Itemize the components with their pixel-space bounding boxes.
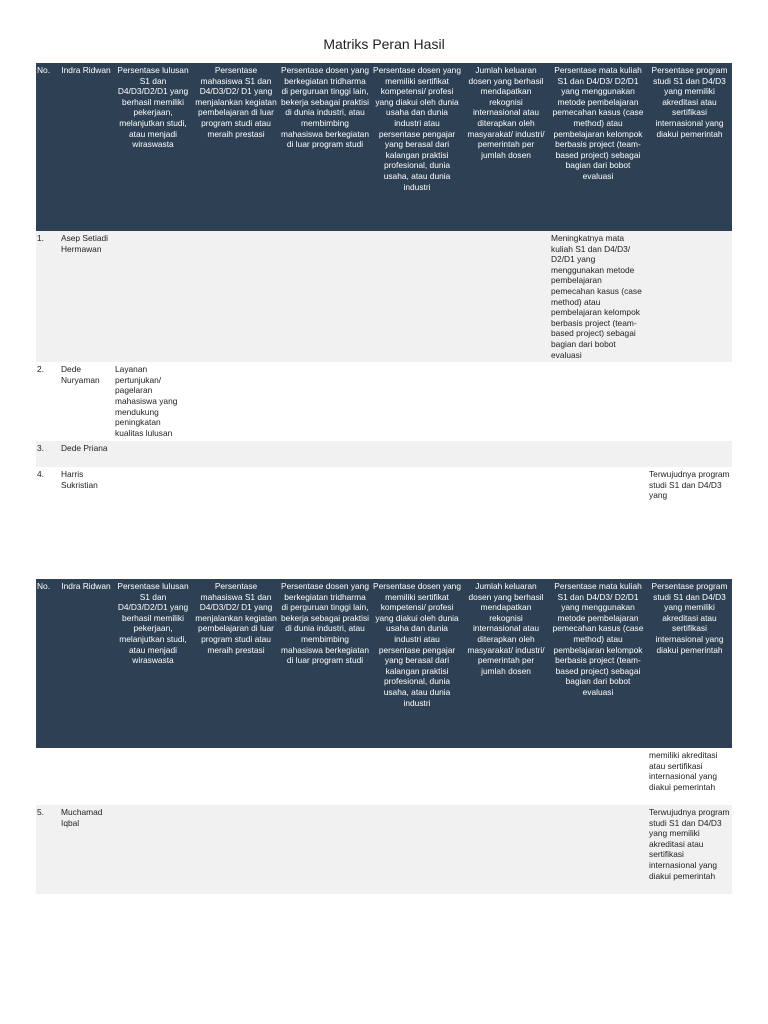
table-cell xyxy=(463,231,549,362)
table-cell: memiliki akreditasi atau sertifikasi internasional yang diakui pemerintah xyxy=(649,750,718,792)
table-cell xyxy=(549,748,647,805)
table-cell xyxy=(113,441,193,467)
header-lecturers-tridharma: Persentase dosen yang berkegiatan tridharma di perguruan tinggi lain, bekerja sebagai praktisi di dunia industri, atau membimbing mahasiswa berkegiatan di luar program studi xyxy=(279,63,371,231)
table-cell xyxy=(113,748,193,805)
header-lecturers-tridharma: Persentase dosen yang berkegiatan tridharma di perguruan tinggi lain, bekerja sebagai praktisi di dunia industri, atau membimbing mahasiswa berkegiatan di luar program studi xyxy=(279,579,371,748)
table-cell xyxy=(279,441,371,467)
header-row xyxy=(36,63,732,231)
page-title: Matriks Peran Hasil xyxy=(323,36,445,52)
row-number: 3. xyxy=(36,441,59,467)
table-cell: Terwujudnya program studi S1 dan D4/D3 yang memiliki akreditasi atau sertifikasi internasional yang diakui pemerintah xyxy=(647,805,732,894)
table-cell xyxy=(549,441,647,467)
table-cell xyxy=(463,467,549,505)
table-cell xyxy=(279,467,371,505)
table-cell xyxy=(549,362,647,441)
header-case-method: Persentase mata kuliah S1 dan D4/D3/ D2/D1 yang menggunakan metode pembelajaran pemecahan kasus (case method) atau pembelajaran kelompok berbasis project (team-based project) sebagai bagian dari bobot evaluasi xyxy=(549,579,647,748)
header-no: No. xyxy=(36,579,59,748)
table-cell xyxy=(279,748,371,805)
table-cell: Terwujudnya program studi S1 dan D4/D3 yang xyxy=(649,469,730,501)
member-name: Muchamad Iqbal xyxy=(59,805,113,894)
table-row xyxy=(36,441,732,467)
row-number xyxy=(36,748,59,805)
table-cell xyxy=(371,362,463,441)
table-cell xyxy=(371,805,463,894)
header-no: No. xyxy=(36,63,59,231)
header-case-method: Persentase mata kuliah S1 dan D4/D3/ D2/D1 yang menggunakan metode pembelajaran pemecahan kasus (case method) atau pembelajaran kelompok berbasis project (team-based project) sebagai bagian dari bobot evaluasi xyxy=(549,63,647,231)
table-row xyxy=(36,231,732,362)
table-cell xyxy=(279,805,371,894)
header-graduates: Persentase lulusan S1 dan D4/D3/D2/D1 yang berhasil memiliki pekerjaan, melanjutkan studi, atau menjadi wiraswasta xyxy=(113,63,193,231)
member-name: Dede Priana xyxy=(59,441,113,467)
table-cell: Meningkatnya mata kuliah S1 dan D4/D3/ D2/D1 yang menggunakan metode pembelajaran pemecahan kasus (case method) atau pembelajaran kelompok berbasis project (team-based project) sebagai bagian dari bobot evaluasi xyxy=(549,231,647,362)
header-students-outside: Persentase mahasiswa S1 dan D4/D3/D2/ D1 yang menjalankan kegiatan pembelajaran di luar program studi atau meraih prestasi xyxy=(193,63,279,231)
table-cell xyxy=(647,231,732,362)
table-cell xyxy=(463,748,549,805)
table-cell xyxy=(647,441,732,467)
table-row xyxy=(36,362,732,441)
role-matrix-table-continued xyxy=(36,579,732,894)
header-name: Indra Ridwan xyxy=(59,63,113,231)
table-cell xyxy=(113,805,193,894)
table-cell xyxy=(279,362,371,441)
row-number: 2. xyxy=(37,364,44,375)
table-cell xyxy=(193,231,279,362)
row-number: 5. xyxy=(36,805,59,894)
table-row xyxy=(36,748,732,805)
table-row xyxy=(36,467,732,505)
table-row xyxy=(36,805,732,894)
header-graduates: Persentase lulusan S1 dan D4/D3/D2/D1 yang berhasil memiliki pekerjaan, melanjutkan studi, atau menjadi wiraswasta xyxy=(113,579,193,748)
table-cell xyxy=(193,805,279,894)
member-name: Harris Sukristian xyxy=(61,469,98,490)
table-cell xyxy=(549,805,647,894)
table-cell xyxy=(371,231,463,362)
header-lecturers-certified: Persentase dosen yang memiliki sertifikat kompetensi/ profesi yang diakui oleh dunia usaha dan dunia industri atau persentase pengajar yang berasal dari kalangan praktisi profesional, dunia usaha, atau dunia industri xyxy=(371,579,463,748)
table-cell xyxy=(279,231,371,362)
header-name: Indra Ridwan xyxy=(59,579,113,748)
table-cell xyxy=(113,231,193,362)
row-number: 1. xyxy=(36,231,59,362)
table-cell xyxy=(463,441,549,467)
table-cell xyxy=(463,362,549,441)
member-name: Asep Setiadi Hermawan xyxy=(59,231,113,362)
table-cell xyxy=(113,467,193,505)
member-name: Dede Nuryaman xyxy=(61,364,100,385)
header-lecturers-certified: Persentase dosen yang memiliki sertifikat kompetensi/ profesi yang diakui oleh dunia usaha dan dunia industri atau persentase pengajar yang berasal dari kalangan praktisi profesional, dunia usaha, atau dunia industri xyxy=(371,63,463,231)
member-name xyxy=(59,748,113,805)
table-cell xyxy=(647,362,732,441)
row-number: 4. xyxy=(37,469,44,480)
table-cell xyxy=(193,362,279,441)
table-cell xyxy=(193,748,279,805)
role-matrix-table xyxy=(36,63,732,505)
table-cell xyxy=(463,805,549,894)
header-accreditation: Persentase program studi S1 dan D4/D3 yang memiliki akreditasi atau sertifikasi internasional yang diakui pemerintah xyxy=(647,579,732,748)
header-students-outside: Persentase mahasiswa S1 dan D4/D3/D2/ D1 yang menjalankan kegiatan pembelajaran di luar program studi atau meraih prestasi xyxy=(193,579,279,748)
table-cell: Layanan pertunjukan/ pagelaran mahasiswa yang mendukung peningkatan kualitas lulusan xyxy=(115,364,178,438)
table-cell xyxy=(371,467,463,505)
table-cell xyxy=(193,467,279,505)
header-lecturer-output: Jumlah keluaran dosen yang berhasil mendapatkan rekognisi internasional atau diterapkan oleh masyarakat/ industri/ pemerintah per jumlah dosen xyxy=(463,579,549,748)
header-lecturer-output: Jumlah keluaran dosen yang berhasil mendapatkan rekognisi internasional atau diterapkan oleh masyarakat/ industri/ pemerintah per jumlah dosen xyxy=(463,63,549,231)
table-cell xyxy=(193,441,279,467)
header-row xyxy=(36,579,732,748)
table-cell xyxy=(371,441,463,467)
table-cell xyxy=(371,748,463,805)
table-cell xyxy=(549,467,647,505)
header-accreditation: Persentase program studi S1 dan D4/D3 yang memiliki akreditasi atau sertifikasi internasional yang diakui pemerintah xyxy=(647,63,732,231)
